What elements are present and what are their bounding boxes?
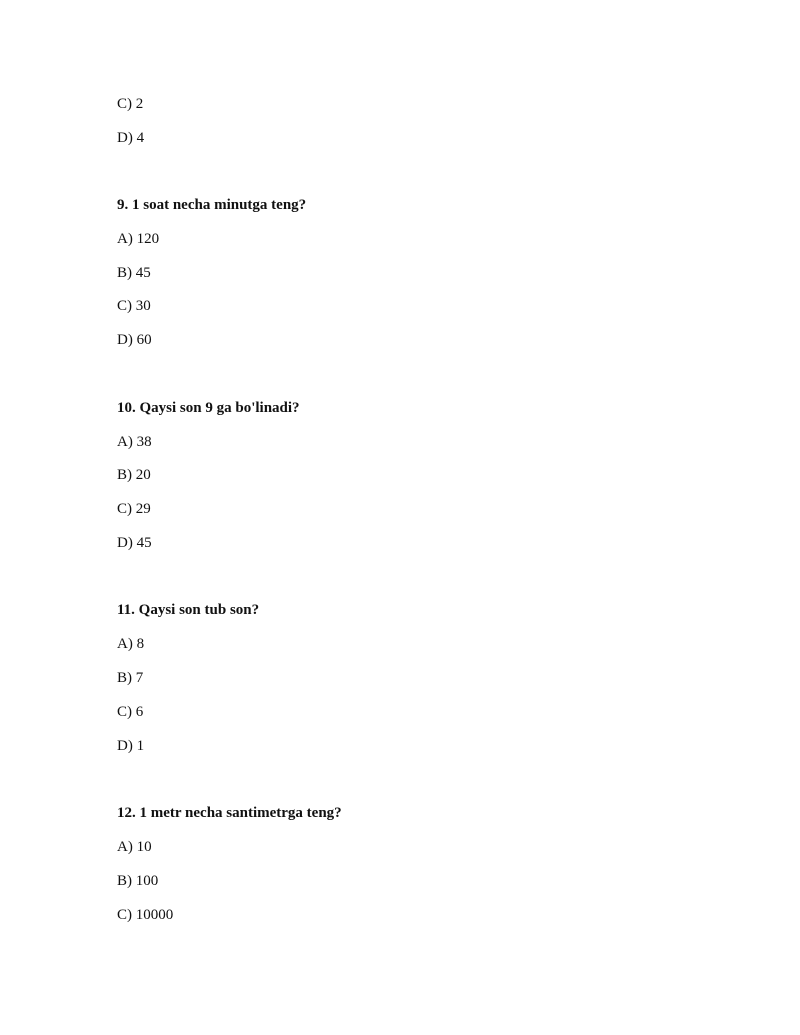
- option-c: C) 2: [117, 96, 144, 112]
- question-10-option-a: A) 38: [117, 434, 152, 450]
- question-9-text: 9. 1 soat necha minutga teng?: [117, 197, 307, 213]
- question-11-text: 11. Qaysi son tub son?: [117, 602, 260, 618]
- question-10-option-c: C) 29: [117, 501, 151, 517]
- question-11-option-d: D) 1: [117, 738, 145, 754]
- question-9-option-a: A) 120: [117, 231, 160, 247]
- question-10-text: 10. Qaysi son 9 ga bo'linadi?: [117, 400, 300, 416]
- question-12-option-c: C) 10000: [117, 907, 174, 923]
- option-d: D) 4: [117, 130, 145, 146]
- question-12-option-b: B) 100: [117, 873, 159, 889]
- question-10-option-b: B) 20: [117, 467, 151, 483]
- question-11-option-c: C) 6: [117, 704, 144, 720]
- question-9-option-c: C) 30: [117, 298, 151, 314]
- question-9-option-b: B) 45: [117, 265, 151, 281]
- question-12-option-a: A) 10: [117, 839, 152, 855]
- question-12-text: 12. 1 metr necha santimetrga teng?: [117, 805, 342, 821]
- question-10-option-d: D) 45: [117, 535, 152, 551]
- question-9-option-d: D) 60: [117, 332, 152, 348]
- question-11-option-b: B) 7: [117, 670, 144, 686]
- question-11-option-a: A) 8: [117, 636, 145, 652]
